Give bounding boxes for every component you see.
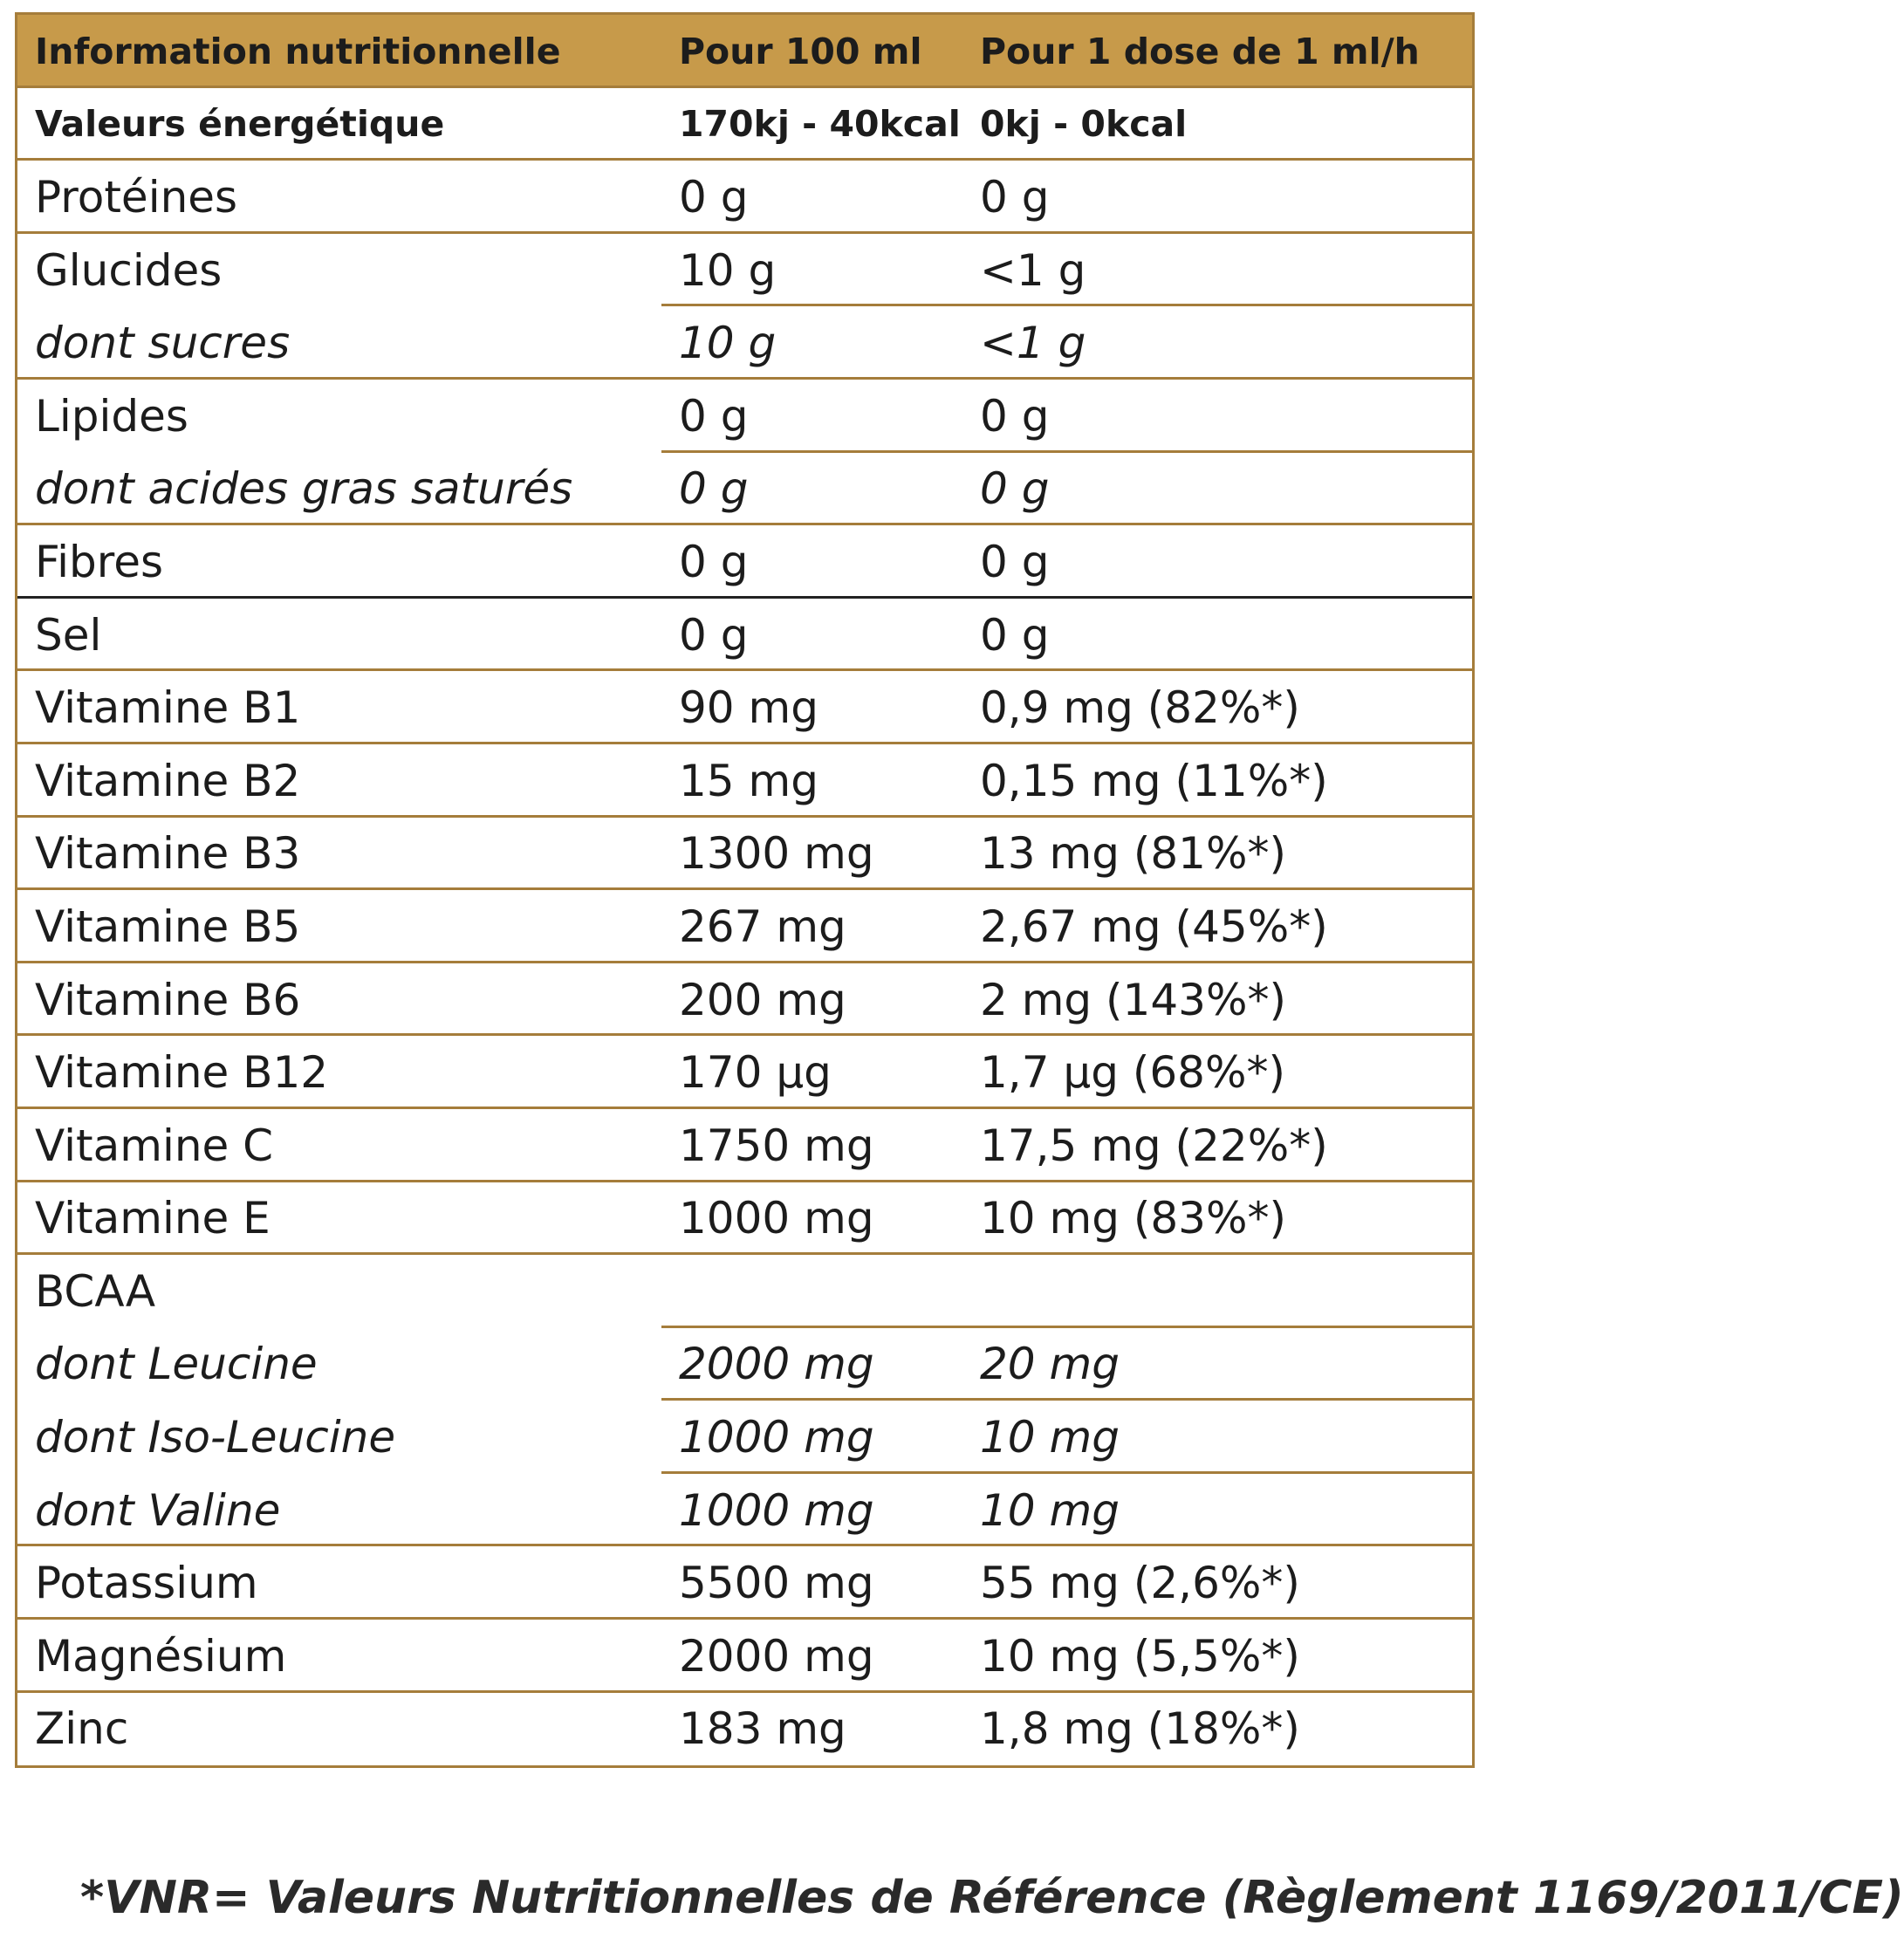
nutrient-label: Vitamine B12 (35, 1047, 329, 1099)
value-per-dose: 10 mg (83%*) (980, 1193, 1287, 1244)
value-per-dose: 0,9 mg (82%*) (980, 682, 1300, 734)
table-row (17, 1620, 1472, 1693)
nutrient-label: dont acides gras saturés (35, 463, 573, 515)
value-per-dose (980, 1255, 1472, 1328)
value-per-100ml: 0 g (679, 609, 749, 661)
nutrient-label: Vitamine C (35, 1120, 274, 1171)
table-row (17, 818, 1472, 891)
value-per-100ml: 2000 mg (679, 1630, 874, 1682)
value-per-dose: 0 g (980, 390, 1050, 442)
header-per-dose: Pour 1 dose de 1 ml/h (980, 30, 1420, 72)
nutrient-label: Vitamine B2 (35, 755, 301, 806)
header-nutrient: Information nutritionnelle (35, 30, 561, 72)
value-per-100ml: 5500 mg (679, 1558, 874, 1609)
value-per-dose: 20 mg (980, 1339, 1120, 1390)
footnote: *VNR= Valeurs Nutritionnelles de Référence (Règlement 1169/2011/CE) (80, 1872, 1904, 1924)
nutrient-label: Fibres (35, 536, 164, 587)
value-per-100ml: 1300 mg (679, 828, 874, 880)
value-per-dose: 0 g (980, 463, 1050, 515)
table-row (17, 671, 1472, 744)
value-per-dose: 2,67 mg (45%*) (980, 901, 1328, 952)
table-row (17, 1474, 1472, 1547)
table-row (17, 1182, 1472, 1256)
table-row (17, 380, 1472, 453)
value-per-100ml: 0 g (679, 171, 749, 223)
value-per-100ml: 15 mg (679, 755, 818, 806)
value-per-dose: 0 g (980, 536, 1050, 587)
nutrient-label: Vitamine B5 (35, 901, 301, 952)
nutrient-label: BCAA (35, 1265, 156, 1317)
value-per-100ml (661, 1255, 980, 1328)
value-per-100ml: 170kj - 40kcal (679, 103, 961, 146)
table-header-row (17, 15, 1472, 88)
table-row (17, 453, 1472, 526)
value-per-dose: 13 mg (81%*) (980, 828, 1287, 880)
value-per-100ml: 170 µg (679, 1047, 832, 1099)
table-row (17, 1546, 1472, 1620)
value-per-dose: 10 mg (980, 1412, 1120, 1463)
value-per-dose: 2 mg (143%*) (980, 974, 1287, 1025)
table-row (17, 599, 1472, 672)
nutrient-label: Sel (35, 609, 102, 661)
value-per-100ml: 0 g (679, 390, 749, 442)
nutrient-label: Vitamine E (35, 1193, 271, 1244)
nutrient-label: Vitamine B1 (35, 682, 301, 734)
nutrient-label: Lipides (35, 390, 188, 442)
value-per-dose: 1,8 mg (18%*) (980, 1703, 1300, 1755)
value-per-100ml: 10 g (679, 318, 777, 369)
nutrient-label: Zinc (35, 1703, 129, 1755)
table-row (17, 161, 1472, 234)
table-row (17, 306, 1472, 380)
table-row (17, 1401, 1472, 1474)
nutrient-label: Vitamine B6 (35, 974, 301, 1025)
value-per-100ml: 1000 mg (679, 1484, 874, 1536)
table-row (17, 1328, 1472, 1401)
value-per-dose: 55 mg (2,6%*) (980, 1558, 1300, 1609)
table-row (17, 1109, 1472, 1182)
value-per-100ml: 2000 mg (679, 1339, 874, 1390)
value-per-dose: <1 g (980, 318, 1086, 369)
table-body (17, 88, 1472, 1766)
value-per-dose: 17,5 mg (22%*) (980, 1120, 1328, 1171)
value-per-dose: <1 g (980, 244, 1086, 296)
value-per-dose: 10 mg (980, 1484, 1120, 1536)
header-per-100ml: Pour 100 ml (679, 30, 922, 72)
value-per-100ml: 1000 mg (679, 1193, 874, 1244)
table-row (17, 1693, 1472, 1766)
value-per-100ml: 1000 mg (679, 1412, 874, 1463)
value-per-dose: 0 g (980, 609, 1050, 661)
table-row (17, 525, 1472, 599)
value-per-100ml: 90 mg (679, 682, 818, 734)
value-per-100ml: 0 g (679, 536, 749, 587)
value-per-dose: 1,7 µg (68%*) (980, 1047, 1285, 1099)
table-row (17, 88, 1472, 161)
table-row (17, 234, 1472, 307)
table-row (17, 890, 1472, 963)
nutrient-label: Magnésium (35, 1630, 287, 1682)
value-per-100ml: 200 mg (679, 974, 846, 1025)
nutrient-label: Protéines (35, 171, 238, 223)
value-per-100ml: 183 mg (679, 1703, 846, 1755)
nutrient-label: dont Iso-Leucine (35, 1412, 396, 1463)
value-per-dose: 0,15 mg (11%*) (980, 755, 1328, 806)
nutrient-label: Valeurs énergétique (35, 103, 445, 146)
value-per-100ml: 0 g (679, 463, 749, 515)
value-per-100ml: 267 mg (679, 901, 846, 952)
table-row (17, 1036, 1472, 1109)
value-per-dose: 10 mg (5,5%*) (980, 1630, 1300, 1682)
value-per-100ml: 10 g (679, 244, 777, 296)
nutrient-label: Potassium (35, 1558, 258, 1609)
nutrient-label: dont Valine (35, 1484, 281, 1536)
value-per-dose: 0 g (980, 171, 1050, 223)
nutrient-label: Glucides (35, 244, 223, 296)
table-row (17, 1255, 1472, 1328)
value-per-100ml: 1750 mg (679, 1120, 874, 1171)
nutrient-label: Vitamine B3 (35, 828, 301, 880)
nutrition-table (15, 12, 1475, 1768)
nutrient-label: dont sucres (35, 318, 291, 369)
value-per-dose: 0kj - 0kcal (980, 103, 1188, 146)
table-row (17, 963, 1472, 1037)
nutrient-label: dont Leucine (35, 1339, 318, 1390)
table-row (17, 744, 1472, 818)
